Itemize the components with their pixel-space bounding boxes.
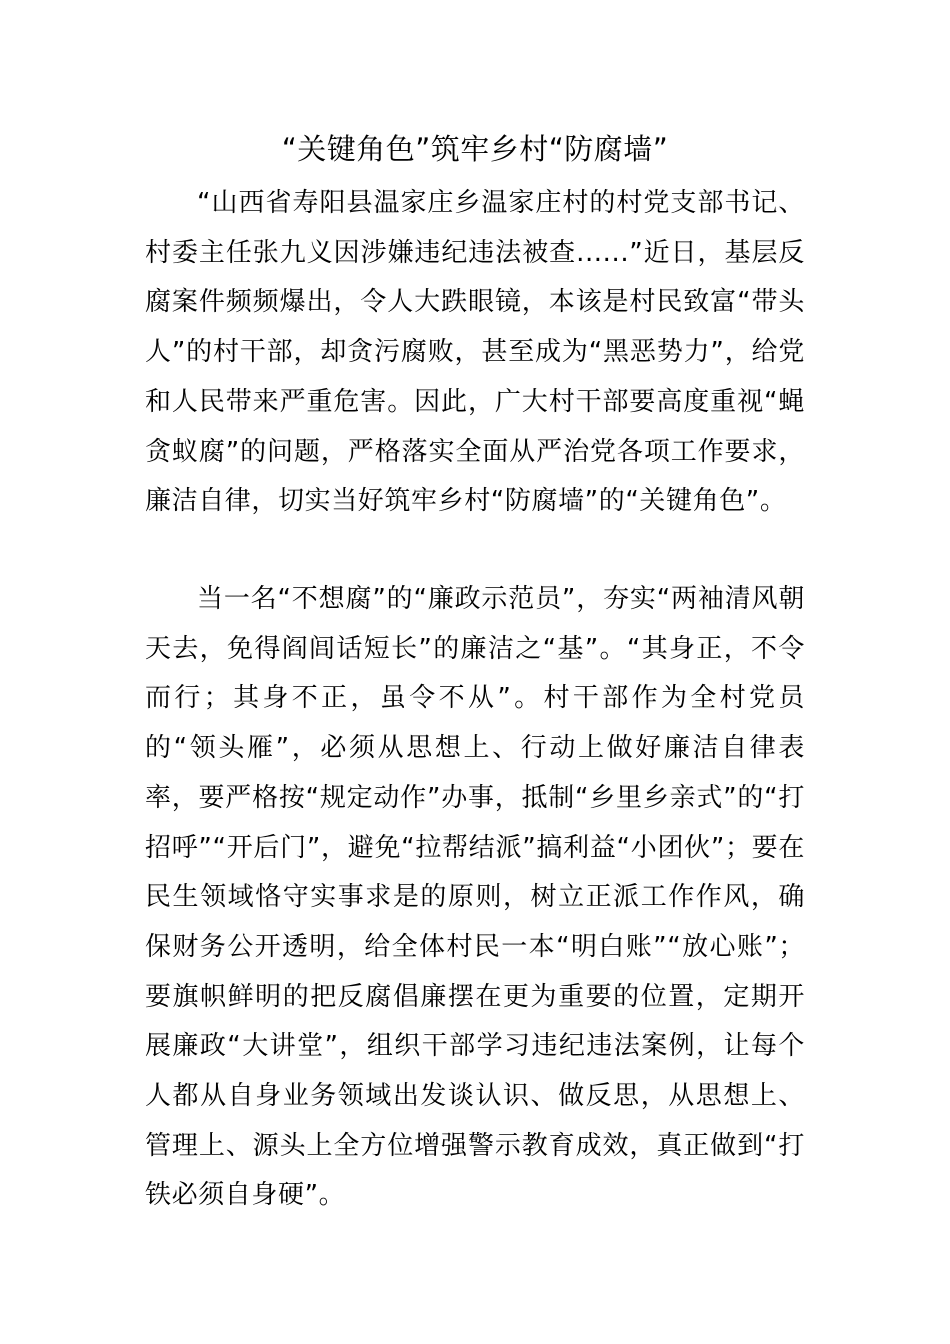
paragraph-body: 当一名“不想腐”的“廉政示范员”，夯实“两袖清风朝天去，免得阎闾话短长”的廉洁之“基”。“其身正，不令而行；其身不正，虽令不从”。村干部作为全村党员的“领头雁”，必须从思想上、行动上做好廉洁自律表率，要严格按“规定动作”办事，抵制“乡里乡亲式”的“打招呼”“开后门”，避免“拉帮结派”搞利益“小团伙”；要在民生领域恪守实事求是的原则，树立正派工作作风，确保财务公开透明，给全体村民一本“明白账”“放心账”；要旗帜鲜明的把反腐倡廉摆在更为重要的位置，定期开展廉政“大讲堂”，组织干部学习违纪违法案例，让每个人都从自身业务领域出发谈认识、做反思，从思想上、管理上、源头上全方位增强警示教育成效，真正做到“打铁必须自身硬”。 — [145, 584, 805, 1211]
document-title: “关键角色”筑牢乡村“防腐墙” — [281, 132, 669, 166]
paragraph-intro: “山西省寿阳县温家庄乡温家庄村的村党支部书记、村委主任张九义因涉嫌违纪违法被查......”近日，基层反腐案件频频爆出，令人大跌眼镜，本该是村民致富“带头人”的村干部，却贪污腐败，甚至成为“黑恶势力”，给党和人民带来严重危害。因此，广大村干部要高度重视“蝇贪蚁腐”的问题，严格落实全面从严治党各项工作要求，廉洁自律，切实当好筑牢乡村“防腐墙”的“关键角色”。 — [145, 188, 805, 517]
